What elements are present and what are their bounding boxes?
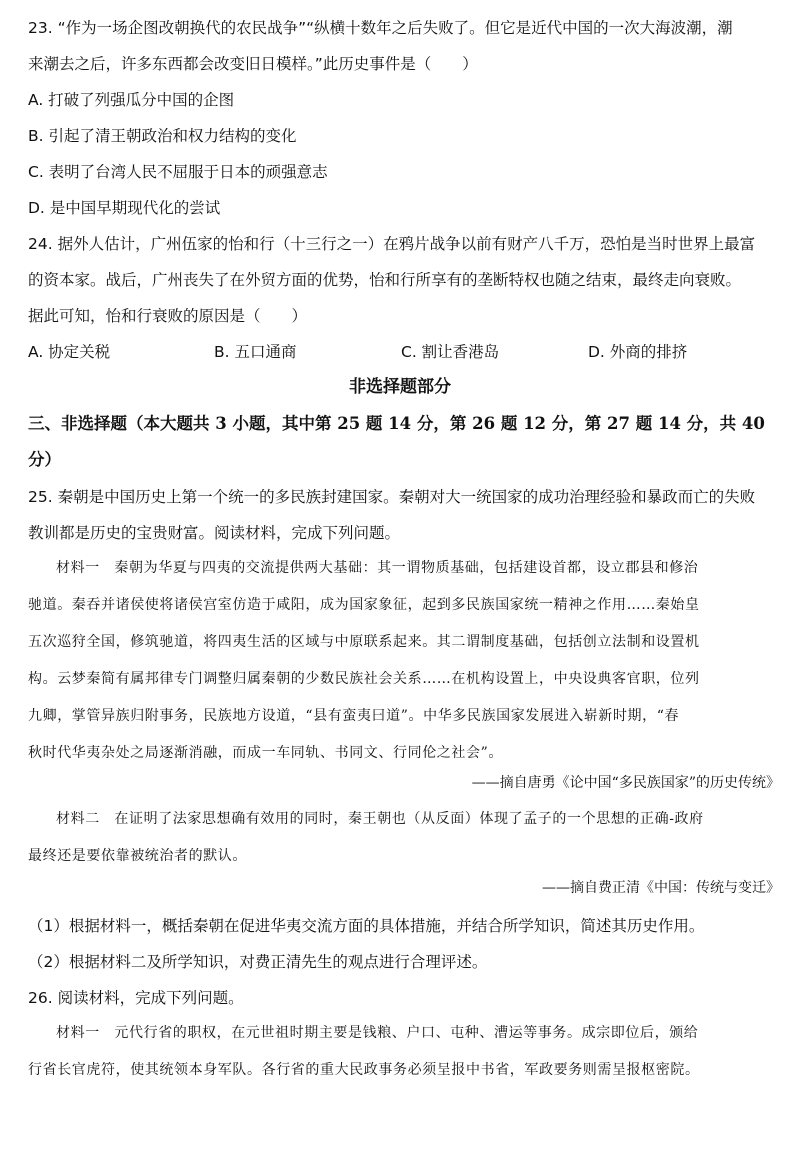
- q23-option-b: B. 引起了清王朝政治和权力结构的变化: [28, 127, 297, 145]
- q25-material1-line6: 秋时代华夷杂处之局逐渐消融，而成一车同轨、书同文、行同伦之社会”。: [28, 745, 503, 761]
- q25-stem-line2: 教训都是历史的宝贵财富。阅读材料，完成下列问题。: [28, 524, 401, 542]
- q25-subquestion-1: （1）根据材料一，概括秦朝在促进华夷交流方面的具体措施，并结合所学知识，简述其历史作用。: [28, 917, 705, 935]
- q25-material1-line3: 五次巡狩全国，修筑驰道，将四夷生活的区域与中原联系起来。其二谓制度基础，包括创立法制和设置机: [28, 634, 700, 650]
- q24-stem-line3: 据此可知，怡和行衰败的原因是（ ）: [28, 307, 308, 325]
- q25-material2-line2: 最终还是要依靠被统治者的默认。: [28, 848, 247, 864]
- q24-option-a: A. 协定关税: [28, 343, 111, 361]
- q24-stem-line2: 的资本家。战后，广州丧失了在外贸方面的优势，怡和行所享有的垄断特权也随之结束，最终走向衰败。: [28, 271, 742, 289]
- q23-option-a: A. 打破了列强瓜分中国的企图: [28, 91, 235, 109]
- q24-option-d: D. 外商的排挤: [588, 343, 688, 361]
- section-heading-line2: 分）: [28, 450, 61, 469]
- q26-stem-line1: 26. 阅读材料，完成下列问题。: [28, 989, 244, 1007]
- q25-stem-line1: 25. 秦朝是中国历史上第一个统一的多民族封建国家。秦朝对大一统国家的成功治理经验和暴政而亡的失败: [28, 488, 756, 506]
- part-title: 非选择题部分: [349, 377, 451, 397]
- q23-stem-line1: 23. “作为一场企图改朝换代的农民战争”“纵横十数年之后失败了。但它是近代中国的一次大海波潮，潮: [28, 19, 733, 37]
- q24-stem-line1: 24. 据外人估计，广州伍家的怡和行（十三行之一）在鸦片战争以前有财产八千万，恐怕是当时世界上最富: [28, 235, 756, 253]
- q23-option-d: D. 是中国早期现代化的尝试: [28, 199, 221, 217]
- q24-option-b: B. 五口通商: [214, 343, 297, 361]
- q24-option-c: C. 割让香港岛: [401, 343, 500, 361]
- q25-source2: ——摘自费正清《中国：传统与变迁》: [542, 880, 780, 896]
- q25-source1: ——摘自唐勇《论中国“多民族国家”的历史传统》: [471, 775, 780, 791]
- q25-material1-line2: 驰道。秦吞并诸侯使将诸侯宫室仿造于咸阳，成为国家象征，起到多民族国家统一精神之作用……秦始皇: [28, 597, 700, 613]
- q23-option-c: C. 表明了台湾人民不屈服于日本的顽强意志: [28, 163, 328, 181]
- q25-material1-line4: 构。云梦秦简有属邦律专门调整归属秦朝的少数民族社会关系……在机构设置上，中央设典客官职，位列: [28, 671, 700, 687]
- q25-material2-line1: 材料二 在证明了法家思想确有效用的同时，秦王朝也（从反面）体现了孟子的一个思想的正确-政府: [56, 811, 704, 827]
- q26-material1-line2: 行省长官虎符，使其统领本身军队。各行省的重大民政事务必须呈报中书省，军政要务则需呈报枢密院。: [28, 1062, 700, 1078]
- section-heading-line1: 三、非选择题（本大题共 3 小题，其中第 25 题 14 分，第 26 题 12 分，第 27 题 14 分，共 40: [28, 414, 765, 433]
- q25-material1-line5: 九卿，掌管异族归附事务，民族地方设道，“县有蛮夷曰道”。中华多民族国家发展进入崭新时期，“春: [28, 708, 680, 724]
- q25-material1-line1: 材料一 秦朝为华夏与四夷的交流提供两大基础：其一谓物质基础，包括建设首都，设立郡县和修治: [56, 560, 699, 576]
- q25-subquestion-2: （2）根据材料二及所学知识，对费正清先生的观点进行合理评述。: [28, 953, 488, 971]
- q26-material1-line1: 材料一 元代行省的职权，在元世祖时期主要是钱粮、户口、屯种、漕运等事务。成宗即位后，颁给: [56, 1025, 699, 1041]
- q23-stem-line2: 来潮去之后，许多东西都会改变旧日模样。”此历史事件是（ ）: [28, 55, 478, 73]
- q24-options-row: [28, 341, 780, 363]
